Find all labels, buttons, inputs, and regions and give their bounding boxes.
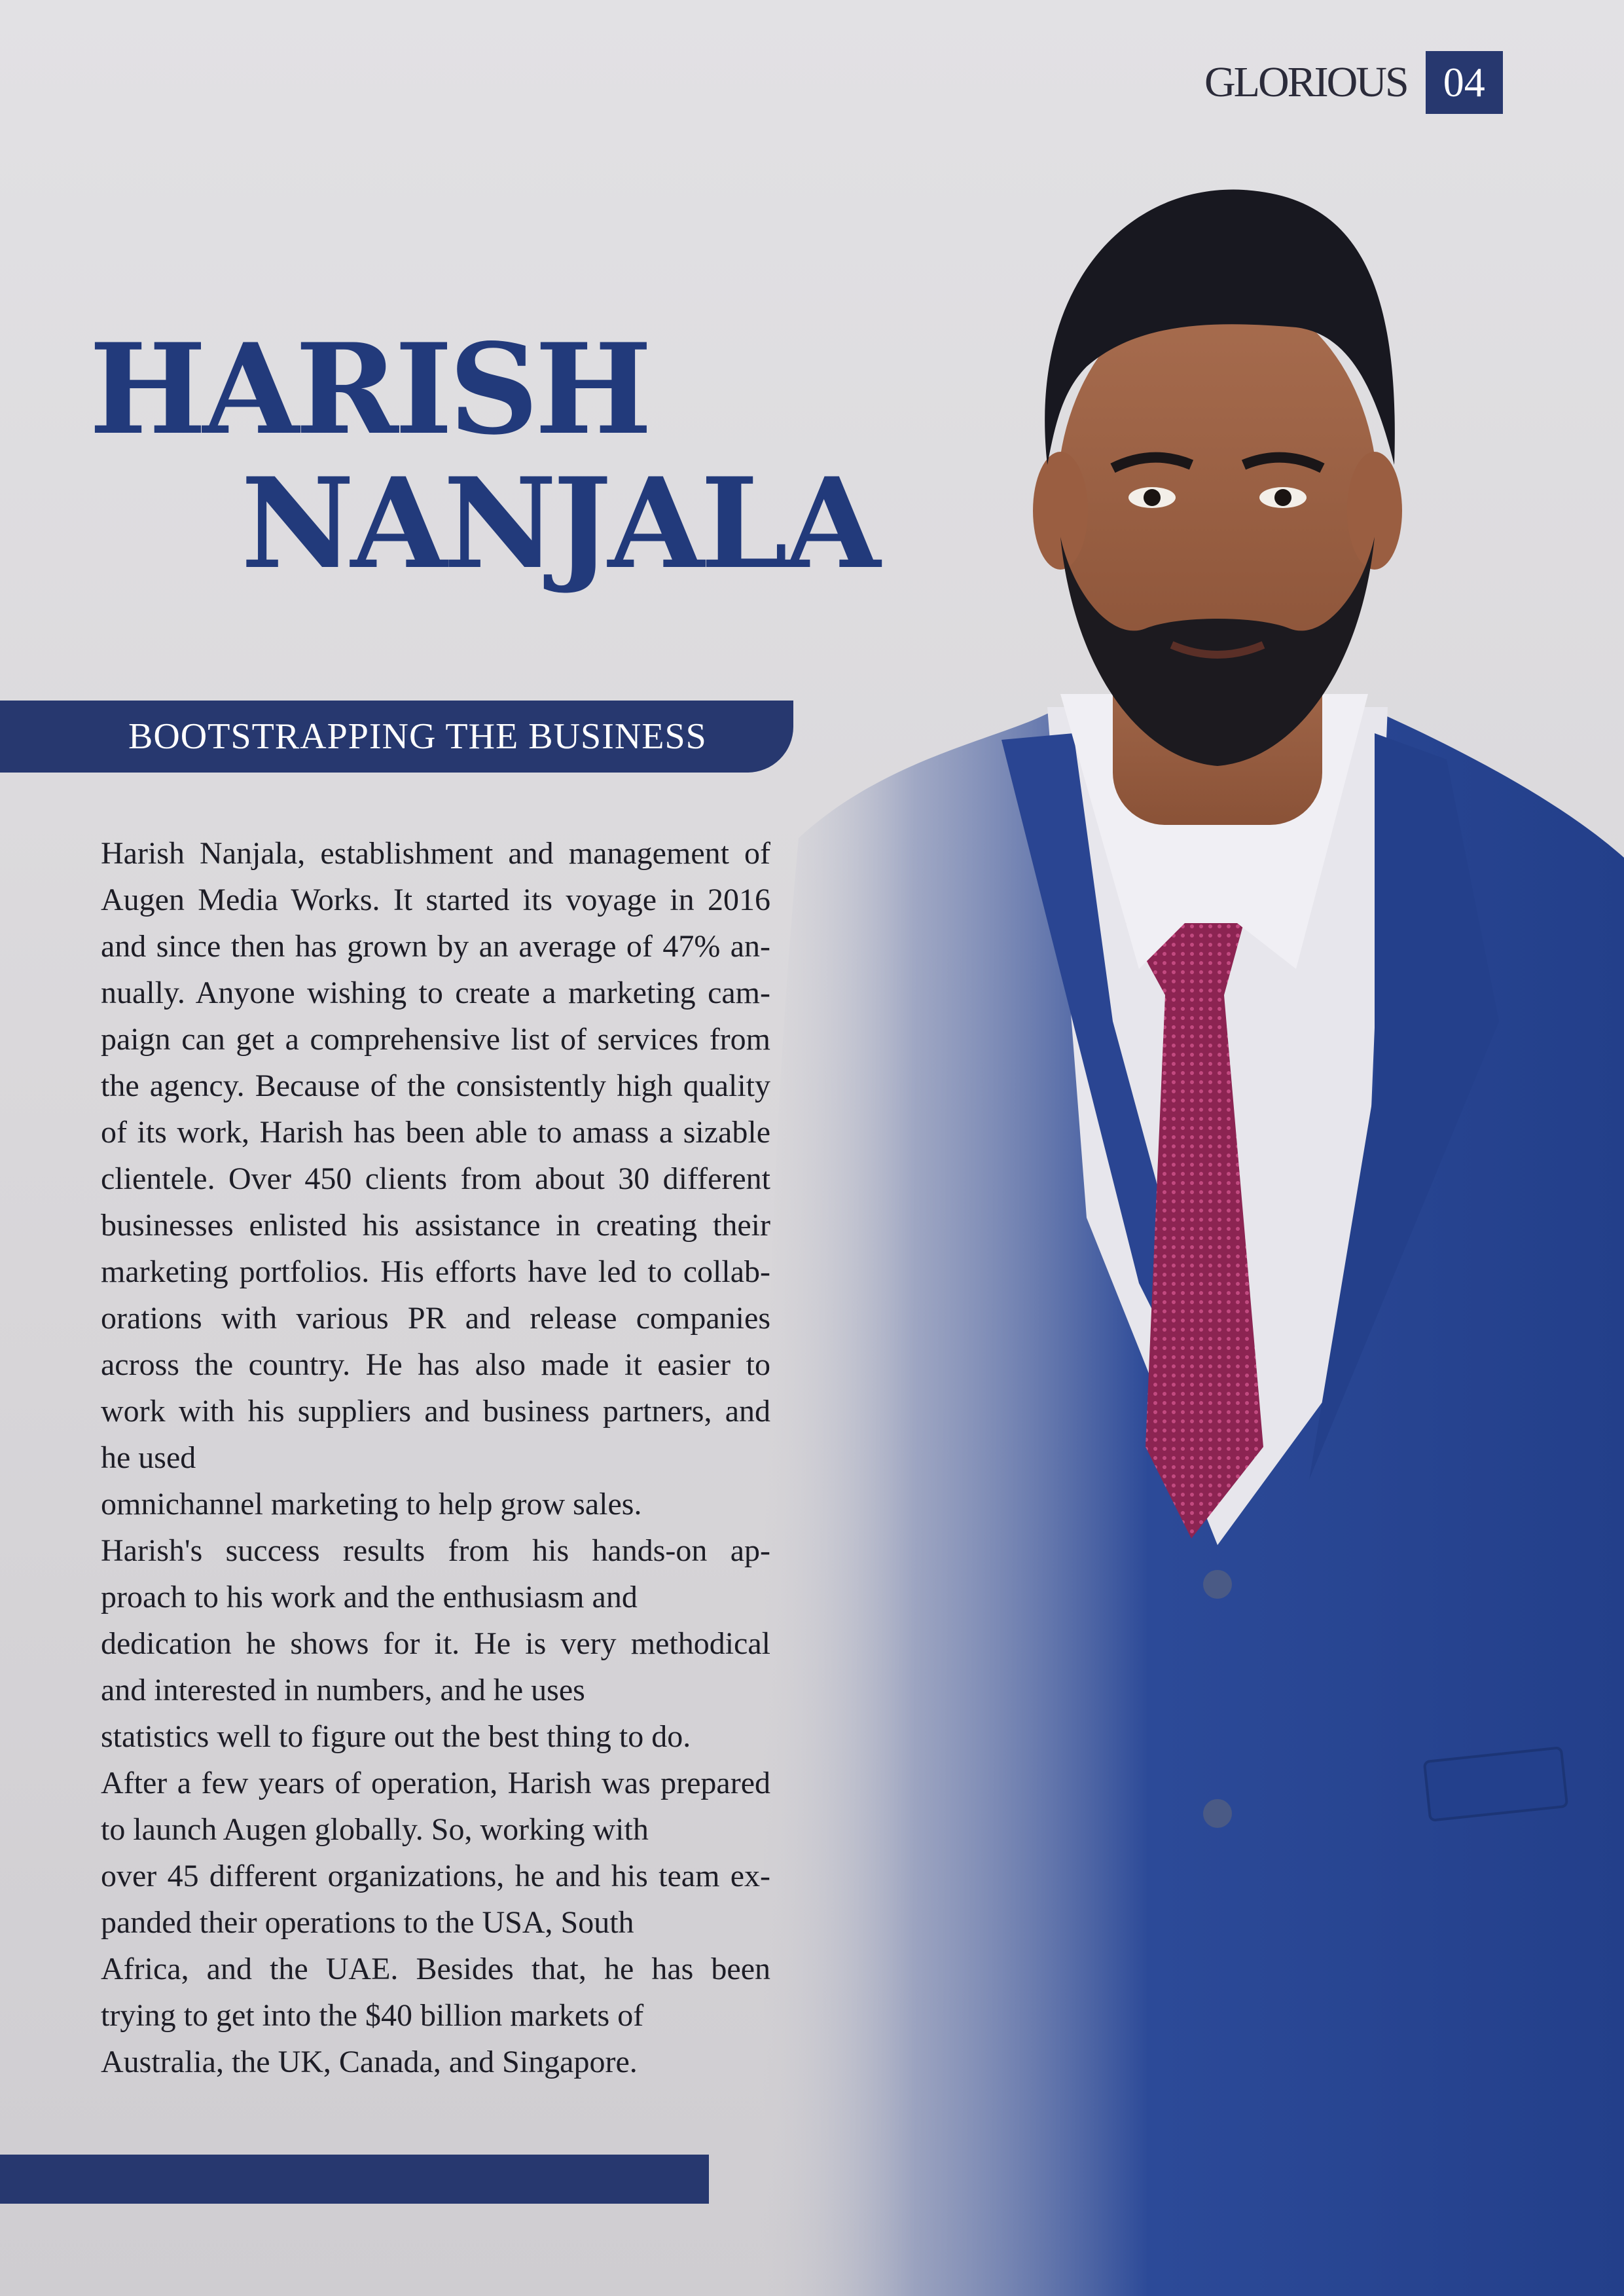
article-line: dedication he shows for it. He is very methodical — [101, 1626, 770, 1661]
article-line: proach to his work and the enthusiasm and — [101, 1580, 638, 1614]
article-line: statistics well to figure out the best thing to do. — [101, 1719, 691, 1754]
page-number-badge — [1426, 51, 1503, 114]
article-line: and since then has grown by an average of 47% an- — [101, 929, 770, 964]
article-line: nually. Anyone wishing to create a marketing cam- — [101, 975, 770, 1010]
masthead — [1204, 51, 1503, 114]
article-line: work with his suppliers and business partners, and — [101, 1394, 770, 1429]
section-heading: BOOTSTRAPPING THE BUSINESS — [128, 716, 707, 757]
article-line: of its work, Harish has been able to amass a sizable — [101, 1115, 770, 1150]
pocket-flap — [1424, 1747, 1567, 1820]
article-line: to launch Augen globally. So, working with — [101, 1812, 649, 1847]
article-line: and interested in numbers, and he uses — [101, 1673, 585, 1707]
article-line: Harish Nanjala, establishment and management of — [101, 836, 770, 871]
article-line: marketing portfolios. His efforts have led to collab- — [101, 1254, 770, 1289]
article-line: clientele. Over 450 clients from about 30 different — [101, 1161, 770, 1196]
article-line: omnichannel marketing to help grow sales. — [101, 1487, 642, 1522]
left-ear — [1033, 452, 1088, 570]
page-number: 04 — [1443, 59, 1485, 105]
jacket-button — [1203, 1570, 1232, 1599]
article-line: orations with various PR and release companies — [101, 1301, 770, 1336]
article-line: Harish's success results from his hands-on ap- — [101, 1533, 770, 1568]
article-line: After a few years of operation, Harish was prepared — [101, 1766, 770, 1800]
article-line: the agency. Because of the consistently high quality — [101, 1068, 770, 1103]
article-line: panded their operations to the USA, South — [101, 1905, 634, 1940]
logo-text: GLORIOUS — [1204, 58, 1407, 106]
article-line: Augen Media Works. It started its voyage in 2016 — [101, 883, 770, 917]
headline-last-name: NANJALA — [241, 450, 877, 596]
bottom-accent-bar — [0, 2155, 709, 2204]
article-line: Africa, and the UAE. Besides that, he has been — [101, 1952, 770, 1986]
magazine-logo — [1204, 58, 1407, 106]
article-line: Australia, the UK, Canada, and Singapore. — [101, 2045, 638, 2079]
article-line: across the country. He has also made it easier to — [101, 1347, 770, 1382]
section-heading-bar — [0, 701, 793, 773]
article-line: businesses enlisted his assistance in creating their — [101, 1208, 770, 1243]
article-line: he used — [101, 1440, 196, 1475]
headline-first-name: HARISH — [89, 316, 649, 462]
article-line: over 45 different organizations, he and his team ex- — [101, 1859, 770, 1893]
jacket-button — [1203, 1799, 1232, 1828]
article-line: paign can get a comprehensive list of services from — [101, 1022, 770, 1057]
article-body — [101, 830, 770, 2085]
right-ear — [1347, 452, 1402, 570]
article-line: trying to get into the $40 billion markets of — [101, 1998, 644, 2033]
